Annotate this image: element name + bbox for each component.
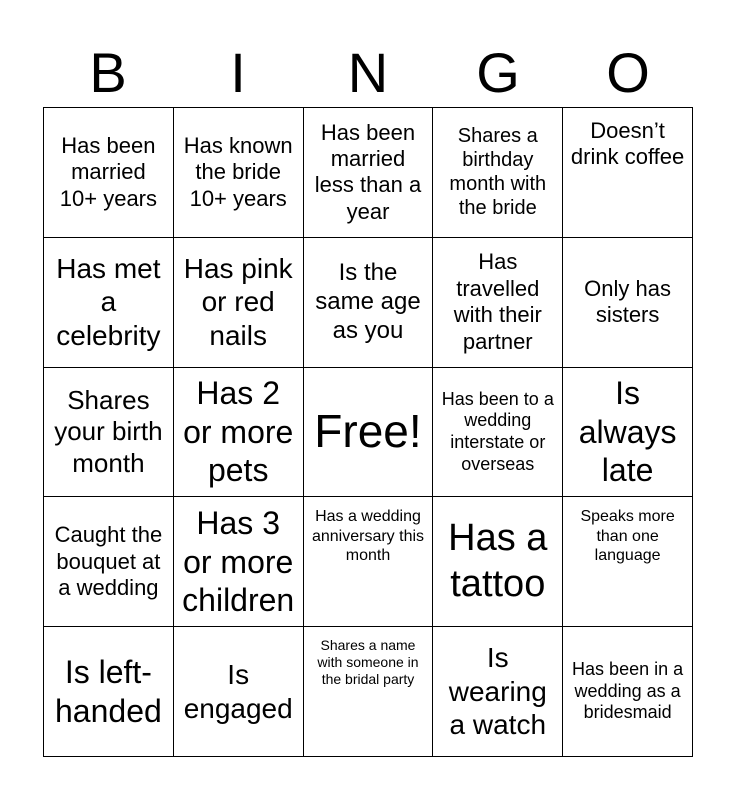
header-letter-b: B [89,41,127,104]
bingo-cell[interactable] [433,108,563,238]
cell-text: Has been in a wedding as a bridesmaid [572,659,684,723]
bingo-cell[interactable] [44,368,174,498]
header-letter-i: I [230,41,246,104]
bingo-cell[interactable] [44,627,174,757]
cell-text: Is left-handed [55,654,162,729]
bingo-cell[interactable] [563,627,693,757]
bingo-cell[interactable] [433,627,563,757]
bingo-cell[interactable] [174,368,304,498]
bingo-cell[interactable] [174,108,304,238]
cell-text: Has been married 10+ years [59,132,158,211]
cell-text: Has travelled with their partner [453,249,542,354]
bingo-cell[interactable] [433,368,563,498]
bingo-cell[interactable] [304,238,434,368]
free-space-text: Free! [314,405,422,458]
header-letter-g: G [476,41,520,104]
cell-text: Is always late [578,375,677,489]
bingo-cell[interactable] [304,497,434,627]
cell-text: Has pink or red nails [183,252,293,351]
cell-text: Has been married less than a year [314,119,422,224]
bingo-grid [43,107,693,757]
bingo-cell[interactable] [304,627,434,757]
bingo-cell[interactable] [563,497,693,627]
header-letter-n: N [347,41,389,104]
cell-text: Is the same age as you [315,259,421,344]
bingo-cell[interactable] [174,238,304,368]
bingo-cell[interactable] [44,108,174,238]
bingo-header [43,38,693,108]
cell-text: Doesn’t drink coffee [570,118,685,170]
bingo-cell[interactable] [563,108,693,238]
cell-text: Has 2 or more pets [183,375,294,489]
cell-text: Has known the bride 10+ years [183,132,293,211]
cell-text: Has a tattoo [448,517,548,605]
cell-text: Is wearing a watch [448,642,547,741]
cell-text: Has met a celebrity [56,252,161,351]
bingo-cell[interactable] [563,368,693,498]
cell-text: Is engaged [183,659,293,724]
cell-text: Shares a birthday month with the bride [449,125,547,220]
bingo-cell[interactable] [44,497,174,627]
cell-text: Only has sisters [584,275,671,328]
bingo-cell[interactable] [174,497,304,627]
cell-text: Shares a name with someone in the bridal party [317,637,419,687]
bingo-cell[interactable] [433,497,563,627]
cell-text: Shares your birth month [54,385,163,478]
cell-text: Has been to a wedding interstate or overseas [441,388,554,474]
cell-text: Caught the bouquet at a wedding [54,522,163,600]
bingo-cell[interactable] [174,627,304,757]
bingo-cell[interactable] [304,108,434,238]
cell-text: Has a wedding anniversary this month [311,508,425,564]
bingo-cell[interactable] [44,238,174,368]
cell-text: Has 3 or more children [182,505,295,618]
free-space[interactable] [304,368,434,498]
cell-text: Speaks more than one language [580,508,675,564]
bingo-cell[interactable] [563,238,693,368]
bingo-cell[interactable] [433,238,563,368]
header-letter-o: O [606,41,650,104]
